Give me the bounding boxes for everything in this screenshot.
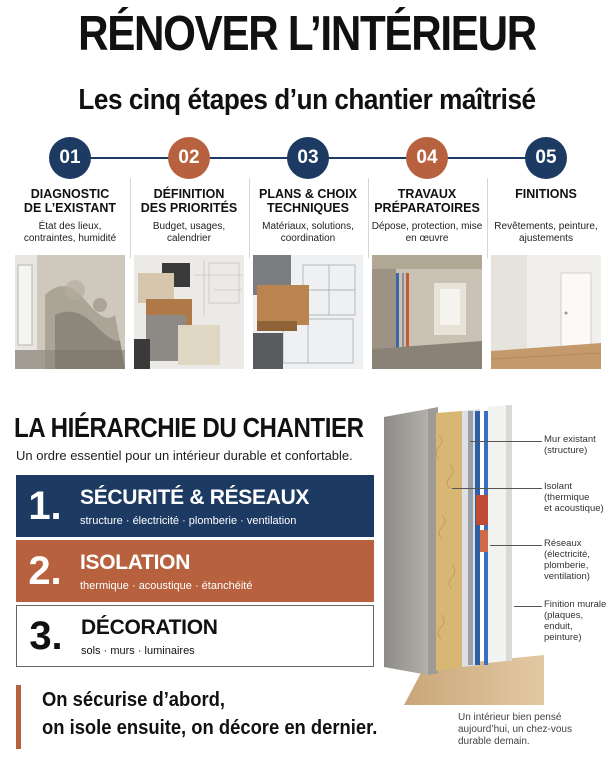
band-number: 3. (29, 613, 63, 658)
step-description: Budget, usages, calendrier (152, 221, 226, 244)
label-leader-line (470, 441, 542, 442)
step-number-badge: 05 (525, 137, 567, 179)
step-number-badge: 02 (168, 137, 210, 179)
step-title: DÉFINITION DES PRIORITÉS (140, 187, 238, 215)
band-subtitle: thermique · acoustique · étanchéité (80, 579, 253, 592)
footer-note: Un intérieur bien pensé aujourd’hui, un chez-vous durable demain. (458, 712, 572, 747)
step-title: PLANS & CHOIX TECHNIQUES (259, 187, 357, 215)
step-description: Revêtements, peinture, ajustements (494, 221, 598, 244)
step-preparatory-works (369, 137, 485, 369)
priority-band-safety (16, 475, 374, 537)
priority-band-insulation (16, 540, 374, 602)
step-diagnostic (12, 137, 128, 369)
step-title: DIAGNOSTIC DE L’EXISTANT (23, 187, 117, 215)
step-number-badge: 04 (406, 137, 448, 179)
band-title: ISOLATION (80, 550, 191, 574)
hierarchy-title: LA HIÉRARCHIE DU CHANTIER (14, 412, 364, 443)
step-title: TRAVAUX PRÉPARATOIRES (374, 187, 480, 215)
page-title: RÉNOVER L’INTÉRIEUR (78, 7, 536, 61)
divider (368, 178, 369, 258)
quote-accent-bar (16, 685, 21, 749)
step-priorities (131, 137, 247, 369)
divider (130, 178, 131, 258)
wall-label-insulation: Isolant (thermique et acoustique) (544, 481, 604, 514)
priority-band-decoration (16, 605, 374, 667)
step-title: FINITIONS (515, 187, 577, 201)
band-title: DÉCORATION (81, 615, 218, 639)
finished-room-photo (491, 255, 601, 369)
wall-cross-section-illustration (384, 405, 544, 705)
wall-label-networks: Réseaux (électricité, plomberie, ventilation) (544, 538, 590, 582)
step-plans (250, 137, 366, 369)
band-title: SÉCURITÉ & RÉSEAUX (80, 485, 310, 509)
wall-label-existing-wall: Mur existant (structure) (544, 434, 596, 456)
divider (487, 178, 488, 258)
step-number-badge: 03 (287, 137, 329, 179)
label-leader-line (452, 488, 542, 489)
hierarchy-subtitle: Un ordre essentiel pour un intérieur durable et confortable. (16, 448, 353, 463)
band-subtitle: structure · électricité · plomberie · ventilation (80, 514, 297, 527)
material-samples-photo (134, 255, 244, 369)
plans-photo (253, 255, 363, 369)
damp-wall-photo (15, 255, 125, 369)
step-description: Dépose, protection, mise en œuvre (371, 221, 483, 244)
divider (249, 178, 250, 258)
wall-label-finish: Finition murale (plaques, enduit, peinture) (544, 599, 607, 643)
stripped-room-photo (372, 255, 482, 369)
closing-quote: On sécurise d’abord, on isole ensuite, on décore en dernier. (42, 689, 378, 739)
band-number: 1. (28, 483, 62, 528)
band-subtitle: sols · murs · luminaires (81, 644, 195, 657)
step-number-badge: 01 (49, 137, 91, 179)
page-subtitle: Les cinq étapes d’un chantier maîtrisé (78, 84, 536, 116)
band-number: 2. (28, 548, 62, 593)
step-description: Matériaux, solutions, coordination (262, 221, 354, 244)
step-description: État des lieux, contraintes, humidité (23, 221, 117, 244)
label-leader-line (490, 545, 542, 546)
label-leader-line (514, 606, 542, 607)
step-finishes (488, 137, 604, 369)
